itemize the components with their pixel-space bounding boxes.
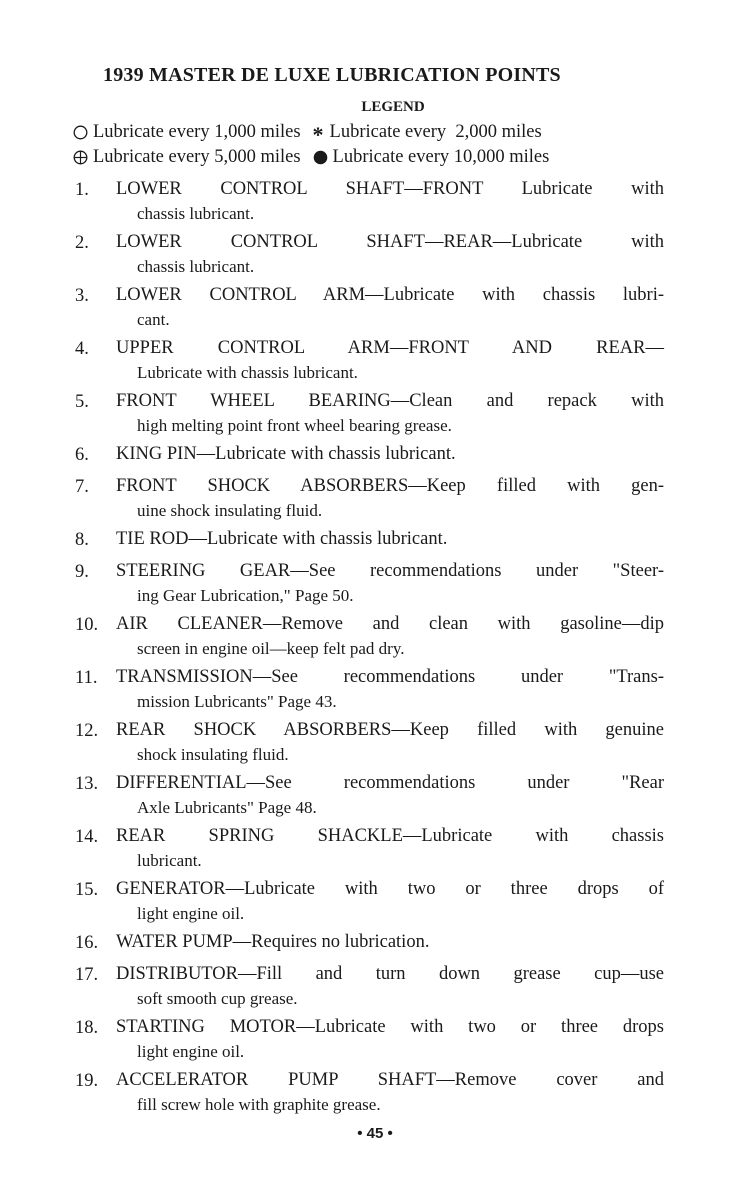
item-line-1: LOWER CONTROL ARM—Lubricate with chassis lubri- xyxy=(116,285,664,305)
legend-text-1000: Lubricate every 1,000 miles xyxy=(93,121,301,142)
item-text xyxy=(116,771,664,819)
item-line-1: WATER PUMP—Requires no lubrication. xyxy=(116,932,430,952)
list-item xyxy=(0,930,750,955)
item-text xyxy=(116,474,664,522)
item-line-2: Lubricate with chassis lubricant. xyxy=(137,363,358,382)
item-line-1: FRONT SHOCK ABSORBERS—Keep filled with gen- xyxy=(116,476,664,496)
list-item xyxy=(0,1015,750,1063)
item-text xyxy=(116,177,664,225)
item-number: 7. xyxy=(75,477,89,497)
item-line-2: uine shock insulating fluid. xyxy=(137,501,323,520)
item-number: 13. xyxy=(75,774,99,794)
legend-entry-1000 xyxy=(73,122,301,143)
item-text xyxy=(116,336,664,384)
item-line-1: STARTING MOTOR—Lubricate with two or three drops xyxy=(116,1017,664,1037)
item-line-2: screen in engine oil—keep felt pad dry. xyxy=(137,639,405,658)
asterisk-icon: * xyxy=(312,122,324,147)
item-text xyxy=(116,442,664,467)
legend-row-1 xyxy=(73,121,673,147)
legend-entry-2000 xyxy=(312,121,542,147)
item-line-1: KING PIN—Lubricate with chassis lubricant. xyxy=(116,444,456,464)
list-item xyxy=(0,771,750,819)
item-line-1: LOWER CONTROL SHAFT—FRONT Lubricate with xyxy=(116,179,664,199)
item-number: 18. xyxy=(75,1018,99,1038)
item-number: 15. xyxy=(75,880,99,900)
crossed-circle-icon xyxy=(73,150,88,165)
legend-heading: LEGEND xyxy=(361,99,425,115)
item-text xyxy=(116,230,664,278)
item-line-2: lubricant. xyxy=(137,851,202,870)
item-number: 11. xyxy=(75,668,98,688)
item-line-1: DIFFERENTIAL—See recommendations under "Rear xyxy=(116,773,664,793)
item-line-2: chassis lubricant. xyxy=(137,204,255,223)
legend-text-2000: Lubricate every 2,000 miles xyxy=(329,121,542,142)
item-text xyxy=(116,665,664,713)
item-line-1: AIR CLEANER—Remove and clean with gasoline—dip xyxy=(116,614,664,634)
item-line-2: fill screw hole with graphite grease. xyxy=(137,1095,381,1114)
item-line-2: high melting point front wheel bearing grease. xyxy=(137,416,452,435)
item-text xyxy=(116,962,664,1010)
filled-circle-icon xyxy=(313,150,328,165)
item-number: 8. xyxy=(75,530,89,550)
item-line-2: chassis lubricant. xyxy=(137,257,255,276)
item-text xyxy=(116,1068,664,1116)
item-line-2: mission Lubricants" Page 43. xyxy=(137,692,337,711)
lubrication-points-list xyxy=(0,177,750,1121)
item-number: 10. xyxy=(75,615,99,635)
item-number: 12. xyxy=(75,721,99,741)
item-number: 19. xyxy=(75,1071,99,1091)
item-line-1: TRANSMISSION—See recommendations under "Trans- xyxy=(116,667,664,687)
list-item xyxy=(0,283,750,331)
item-text xyxy=(116,824,664,872)
legend-text-10000: Lubricate every 10,000 miles xyxy=(332,147,550,167)
item-number: 16. xyxy=(75,933,99,953)
item-number: 6. xyxy=(75,445,89,465)
item-number: 2. xyxy=(75,233,89,253)
page-title: 1939 MASTER DE LUXE LUBRICATION POINTS xyxy=(103,64,561,86)
item-line-1: STEERING GEAR—See recommendations under "Steer- xyxy=(116,561,664,581)
item-number: 14. xyxy=(75,827,99,847)
item-line-1: FRONT WHEEL BEARING—Clean and repack with xyxy=(116,391,664,411)
item-line-2: cant. xyxy=(137,310,170,329)
item-text xyxy=(116,559,664,607)
item-text xyxy=(116,930,664,955)
item-text xyxy=(116,1015,664,1063)
item-line-2: soft smooth cup grease. xyxy=(137,989,298,1008)
legend-entry-5000 xyxy=(73,147,301,168)
item-number: 9. xyxy=(75,562,89,582)
item-line-1: ACCELERATOR PUMP SHAFT—Remove cover and xyxy=(116,1070,664,1090)
list-item xyxy=(0,824,750,872)
item-text xyxy=(116,527,664,552)
item-line-1: TIE ROD—Lubricate with chassis lubricant. xyxy=(116,529,448,549)
item-line-2: light engine oil. xyxy=(137,1042,245,1061)
list-item xyxy=(0,230,750,278)
list-item xyxy=(0,665,750,713)
legend-text-5000: Lubricate every 5,000 miles xyxy=(93,147,301,167)
list-item xyxy=(0,474,750,522)
list-item xyxy=(0,177,750,225)
list-item xyxy=(0,612,750,660)
legend-row-2 xyxy=(73,147,673,168)
item-line-1: UPPER CONTROL ARM—FRONT AND REAR— xyxy=(116,338,664,358)
list-item xyxy=(0,389,750,437)
page-number: • 45 • xyxy=(357,1125,393,1142)
item-text xyxy=(116,389,664,437)
item-line-2: Axle Lubricants" Page 48. xyxy=(137,798,317,817)
item-line-2: ing Gear Lubrication," Page 50. xyxy=(137,586,354,605)
list-item xyxy=(0,718,750,766)
item-number: 5. xyxy=(75,392,89,412)
item-number: 3. xyxy=(75,286,89,306)
list-item xyxy=(0,336,750,384)
list-item xyxy=(0,1068,750,1116)
list-item xyxy=(0,559,750,607)
item-text xyxy=(116,283,664,331)
item-line-2: shock insulating fluid. xyxy=(137,745,289,764)
item-text xyxy=(116,877,664,925)
item-line-1: REAR SHOCK ABSORBERS—Keep filled with genuine xyxy=(116,720,664,740)
list-item xyxy=(0,962,750,1010)
item-line-1: REAR SPRING SHACKLE—Lubricate with chassis xyxy=(116,826,664,846)
open-circle-icon xyxy=(73,125,88,140)
item-line-2: light engine oil. xyxy=(137,904,245,923)
item-number: 17. xyxy=(75,965,99,985)
list-item xyxy=(0,877,750,925)
legend-entry-10000 xyxy=(313,147,550,168)
item-line-1: GENERATOR—Lubricate with two or three drops of xyxy=(116,879,664,899)
list-item xyxy=(0,442,750,467)
list-item xyxy=(0,527,750,552)
item-line-1: LOWER CONTROL SHAFT—REAR—Lubricate with xyxy=(116,232,664,252)
item-text xyxy=(116,612,664,660)
item-line-1: DISTRIBUTOR—Fill and turn down grease cup—use xyxy=(116,964,664,984)
item-text xyxy=(116,718,664,766)
item-number: 4. xyxy=(75,339,89,359)
item-number: 1. xyxy=(75,180,89,200)
